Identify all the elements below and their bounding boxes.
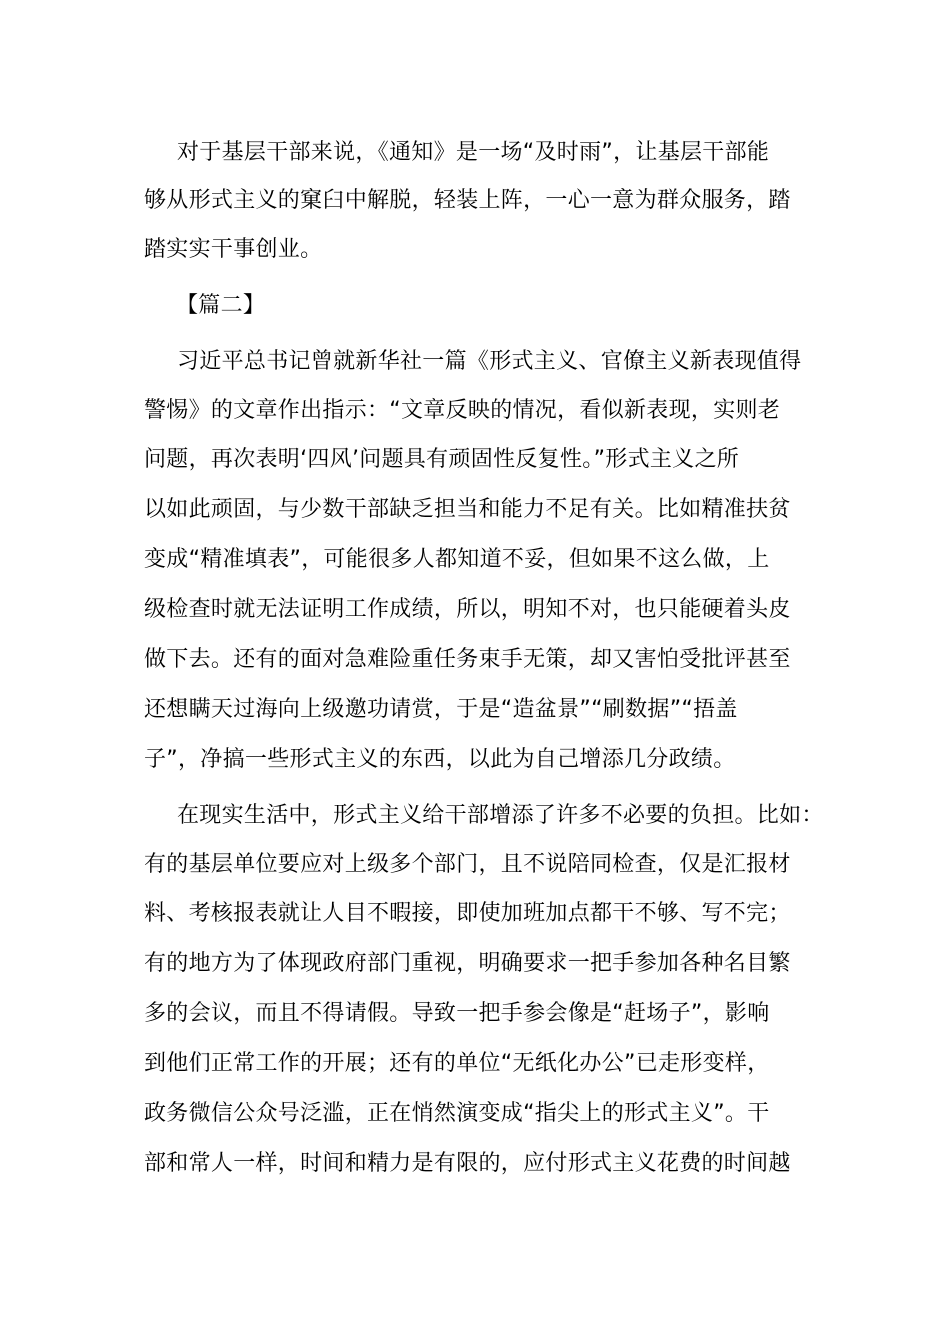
paragraph-2-line-8: 还想瞒天过海向上级邀功请赏，于是“造盆景”“刷数据”“捂盖: [144, 697, 738, 722]
paragraph-2-line-4: 以如此顽固，与少数干部缺乏担当和能力不足有关。比如精准扶贫: [144, 497, 791, 522]
paragraph-2-line-7: 做下去。还有的面对急难险重任务束手无策，却又害怕受批评甚至: [144, 647, 791, 672]
paragraph-1-line-2: 够从形式主义的窠臼中解脱，轻装上阵，一心一意为群众服务，踏: [144, 188, 791, 213]
paragraph-2-line-5: 变成“精准填表”，可能很多人都知道不妥，但如果不这么做，上: [144, 547, 770, 572]
section-heading: 【篇二】: [176, 293, 266, 318]
paragraph-3-line-6: 到他们正常工作的开展；还有的单位“无纸化办公”已走形变样，: [144, 1051, 770, 1076]
paragraph-2-line-2: 警惕》的文章作出指示：“文章反映的情况，看似新表现，实则老: [144, 398, 781, 423]
paragraph-3-line-2: 有的基层单位要应对上级多个部门，且不说陪同检查，仅是汇报材: [144, 852, 791, 877]
paragraph-2-line-9: 子”，净搞一些形式主义的东西，以此为自己增添几分政绩。: [144, 747, 736, 772]
paragraph-3-line-1: 在现实生活中，形式主义给干部增添了许多不必要的负担。比如：: [177, 803, 824, 828]
paragraph-3-line-7: 政务微信公众号泛滥，正在悄然演变成“指尖上的形式主义”。干: [144, 1101, 770, 1126]
paragraph-2-line-6: 级检查时就无法证明工作成绩，所以，明知不对，也只能硬着头皮: [144, 597, 791, 622]
paragraph-3-line-3: 料、考核报表就让人目不暇接，即使加班加点都干不够、写不完；: [144, 901, 791, 926]
paragraph-3-line-4: 有的地方为了体现政府部门重视，明确要求一把手参加各种名目繁: [144, 951, 791, 976]
paragraph-2-line-1: 习近平总书记曾就新华社一篇《形式主义、官僚主义新表现值得: [177, 349, 802, 374]
paragraph-1-line-1: 对于基层干部来说，《通知》是一场“及时雨”，让基层干部能: [177, 140, 770, 165]
paragraph-1-line-3: 踏实实干事创业。: [144, 237, 323, 262]
paragraph-3-line-5: 多的会议，而且不得请假。导致一把手参会像是“赶场子”，影响: [144, 1001, 770, 1026]
paragraph-3-line-8: 部和常人一样，时间和精力是有限的，应付形式主义花费的时间越: [144, 1151, 791, 1176]
paragraph-2-line-3: 问题，再次表明‘四风’问题具有顽固性反复性。”形式主义之所: [144, 447, 740, 472]
